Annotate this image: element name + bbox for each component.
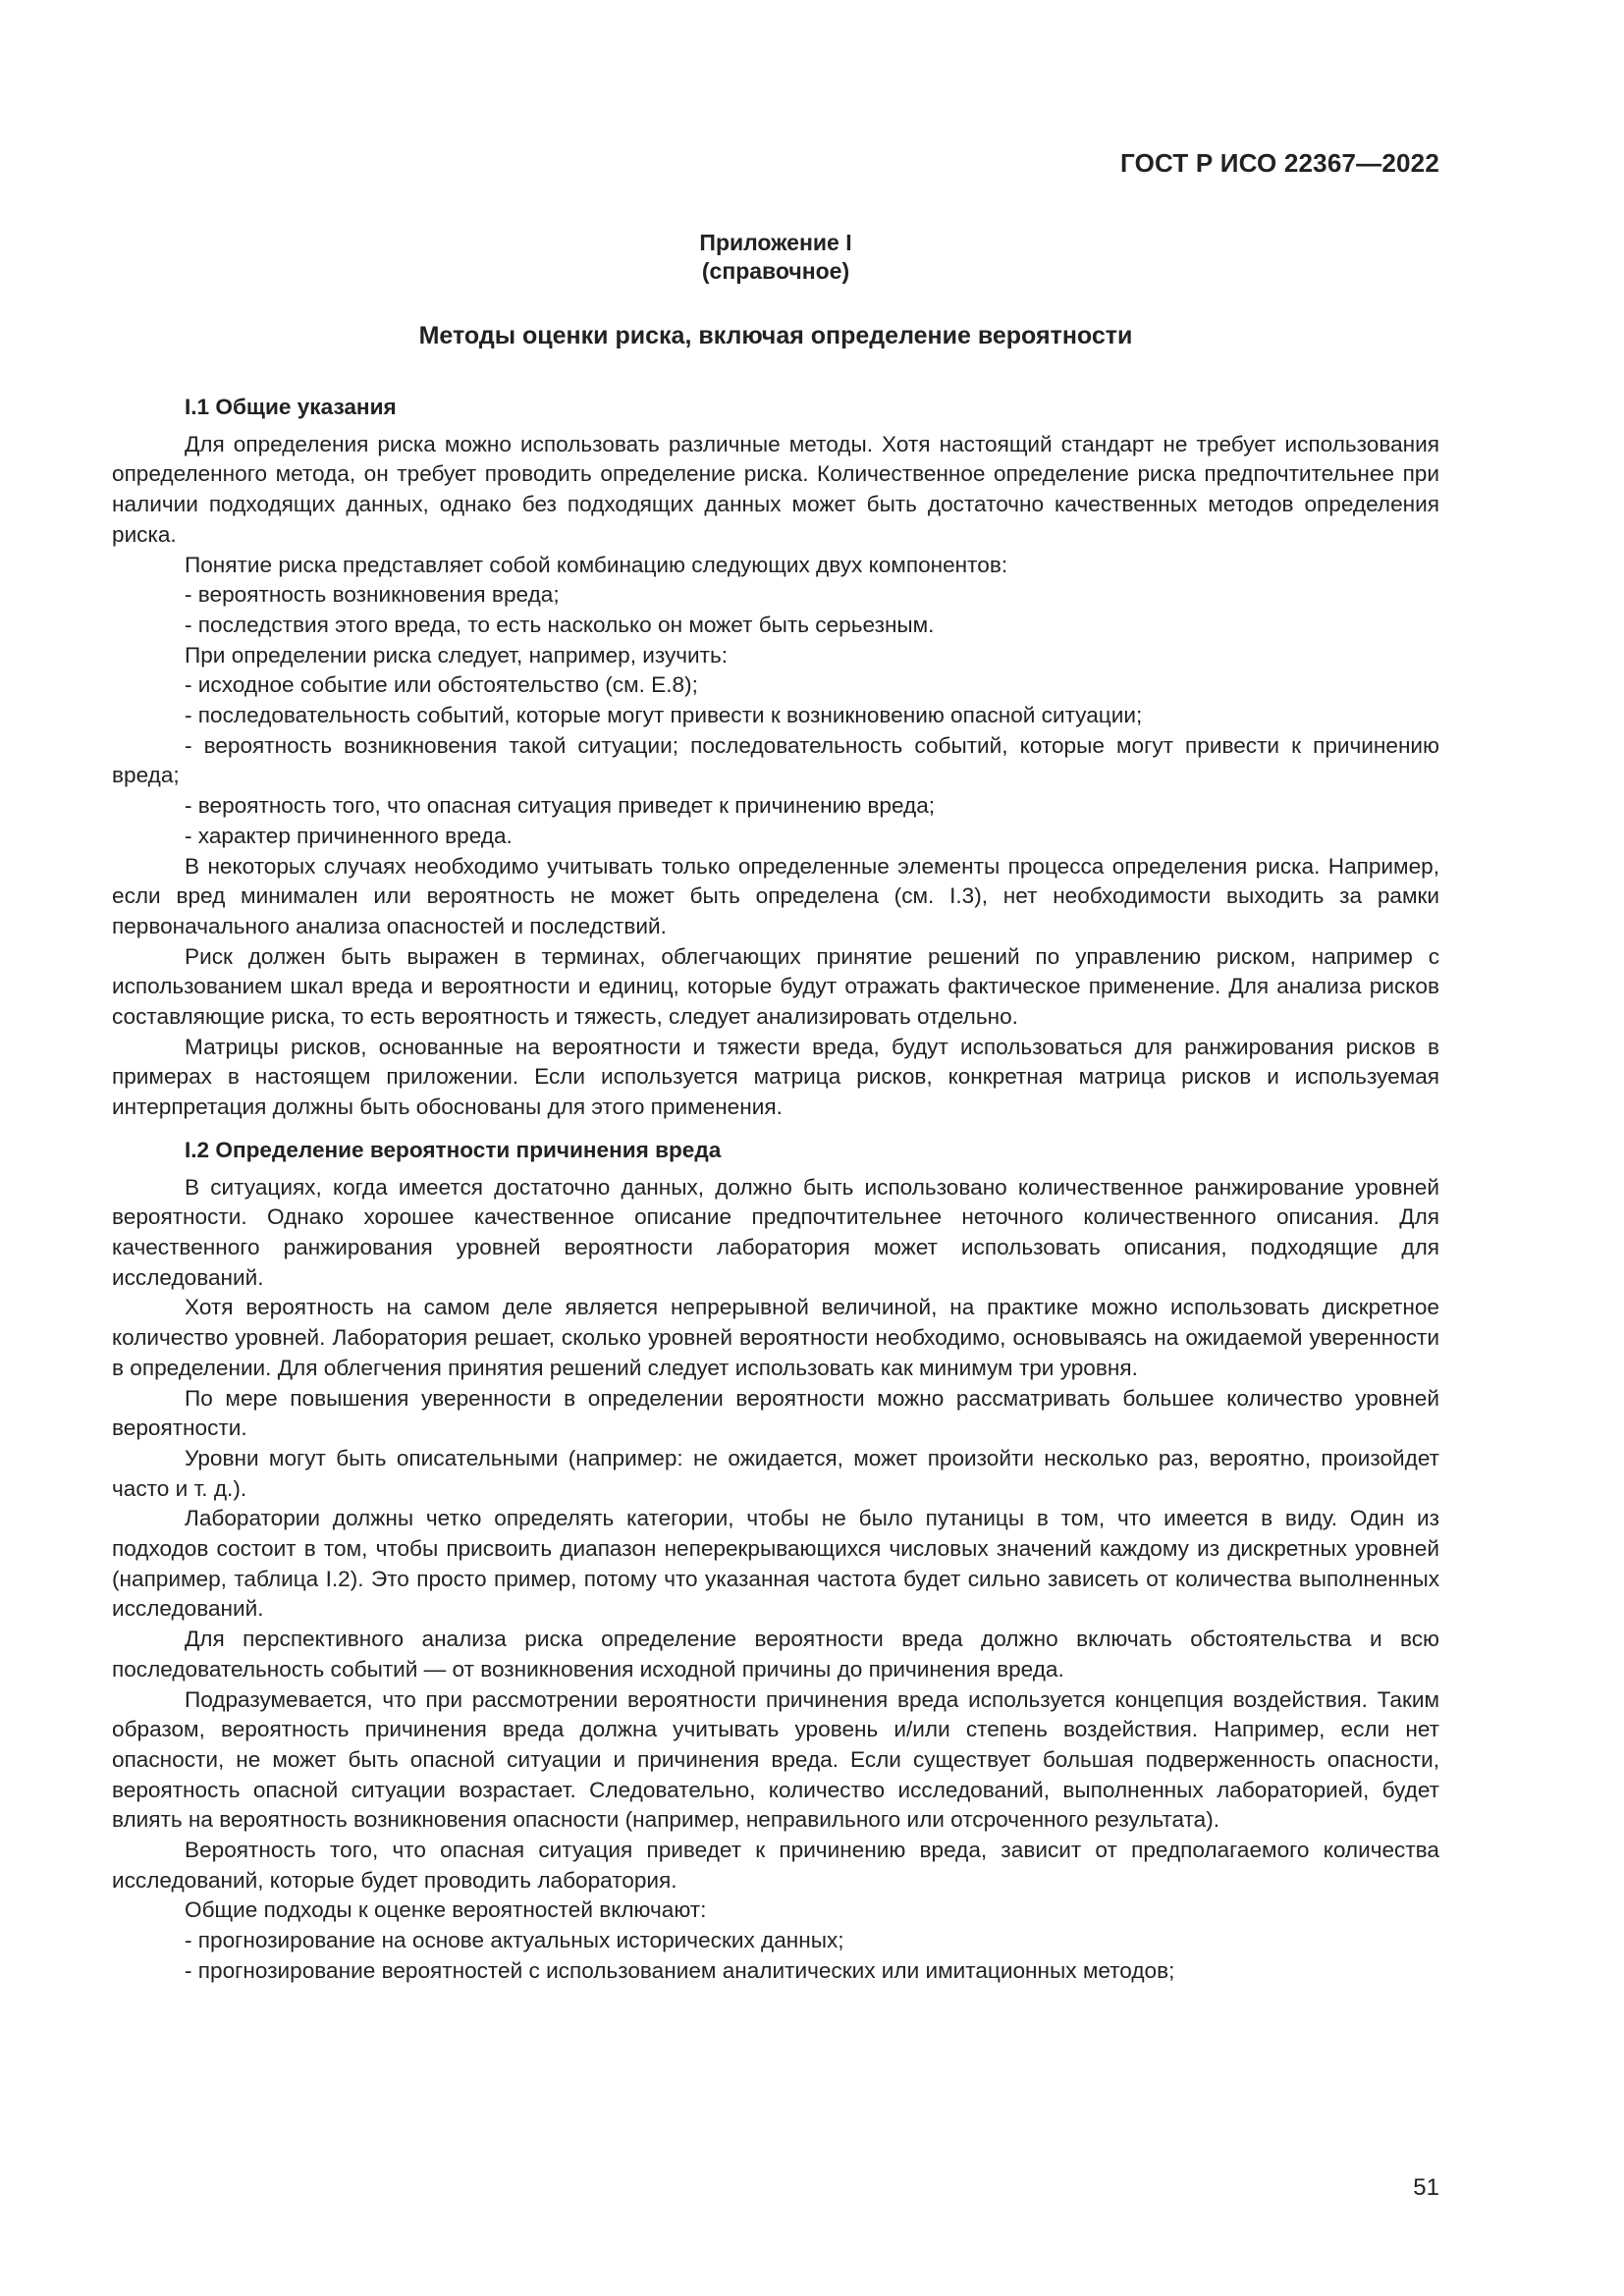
section-heading: I.1 Общие указания [185,395,397,419]
section-heading: I.2 Определение вероятности причинения вреда [185,1137,722,1162]
paragraph: При определении риска следует, например, изучить: [185,642,729,667]
list-item: - последовательность событий, которые могут привести к возникновению опасной ситуации; [185,703,1143,728]
paragraph: Матрицы рисков, основанные на вероятности и тяжести вреда, будут использоваться для ранжирования рисков в примерах в настоящем приложении. Если используется матрица рисков, конкретная матрица рисков и используемая интерпретация должны быть обоснованы для этого применения. [112,1034,1439,1120]
paragraph: Общие подходы к оценке вероятностей включают: [185,1897,707,1923]
list-item: - вероятность возникновения вреда; [185,582,560,608]
annex-label: Приложение I [699,230,852,255]
paragraph: В некоторых случаях необходимо учитывать только определенные элементы процесса определения риска. Например, если вред минимален или вероятность не может быть определена (см. I.3), нет необходимости выходить за рамки первоначального анализа опасностей и последствий. [112,853,1439,938]
annex-header [112,229,1439,286]
paragraph: По мере повышения уверенности в определении вероятности можно рассматривать большее количество уровней вероятности. [112,1385,1439,1441]
list-item: - характер причиненного вреда. [185,823,513,848]
list-item: - исходное событие или обстоятельство (см. Е.8); [185,672,698,698]
document-code: ГОСТ Р ИСО 22367—2022 [1119,148,1439,178]
annex-type: (справочное) [701,258,850,284]
paragraph: В ситуациях, когда имеется достаточно данных, должно быть использовано количественное ранжирование уровней вероятности. Однако хорошее качественное описание предпочтительнее неточного количественного описания. Для качественного ранжирования уровней вероятности лаборатория может использовать описания, подходящие для исследований. [112,1174,1439,1290]
document-body [112,393,1439,1987]
list-item: - последствия этого вреда, то есть насколько он может быть серьезным. [185,612,935,637]
page-number: 51 [1413,2174,1439,2201]
list-item: - прогнозирование вероятностей с использованием аналитических или имитационных методов; [185,1957,1175,1983]
paragraph: Хотя вероятность на самом деле является непрерывной величиной, на практике можно использовать дискретное количество уровней. Лаборатория решает, сколько уровней вероятности необходимо, основываясь на ожидаемой уверенности в определении. Для облегчения принятия решений следует использовать как минимум три уровня. [112,1295,1439,1380]
list-item: - вероятность возникновения такой ситуации; последовательность событий, которые могут привести к причинению вреда; [112,732,1439,788]
list-item: - прогнозирование на основе актуальных исторических данных; [185,1928,844,1953]
paragraph: Подразумевается, что при рассмотрении вероятности причинения вреда используется концепция воздействия. Таким образом, вероятность причинения вреда должна учитывать уровень и/или степень воздействия. Например, если нет опасности, не может быть опасной ситуации и причинения вреда. Если существует большая подверженность опасности, вероятность опасной ситуации возрастает. Следовательно, количество исследований, выполненных лабораторией, будет влиять на вероятность возникновения опасности (например, неправильного или отсроченного результата). [112,1686,1439,1833]
paragraph: Уровни могут быть описательными (например: не ожидается, может произойти несколько раз, вероятно, произойдет часто и т. д.). [112,1445,1439,1501]
paragraph: Риск должен быть выражен в терминах, облегчающих принятие решений по управлению риском, например с использованием шкал вреда и вероятности и единиц, которые будут отражать фактическое применение. Для анализа рисков составляющие риска, то есть вероятность и тяжесть, следует анализировать отдельно. [112,943,1439,1030]
paragraph: Понятие риска представляет собой комбинацию следующих двух компонентов: [185,552,1008,577]
list-item: - вероятность того, что опасная ситуация приведет к причинению вреда; [185,793,936,819]
paragraph: Для определения риска можно использовать различные методы. Хотя настоящий стандарт не требует использования определенного метода, он требует проводить определение риска. Количественное определение риска предпочтительнее при наличии подходящих данных, однако без подходящих данных может быть достаточно качественных методов определения риска. [112,431,1439,547]
paragraph: Для перспективного анализа риска определение вероятности вреда должно включать обстоятельства и всю последовательность событий — от возникновения исходной причины до причинения вреда. [112,1627,1439,1682]
annex-title: Методы оценки риска, включая определение вероятности [418,322,1133,349]
paragraph: Лаборатории должны четко определять категории, чтобы не было путаницы в том, что имеется в виду. Один из подходов состоит в том, чтобы присвоить диапазон неперекрывающихся числовых значений каждому из дискретных уровней (например, таблица I.2). Это просто пример, потому что указанная частота будет сильно зависеть от количества выполненных исследований. [112,1506,1439,1622]
paragraph: Вероятность того, что опасная ситуация приведет к причинению вреда, зависит от предполагаемого количества исследований, которые будет проводить лаборатория. [112,1838,1439,1893]
document-page [112,0,1439,2296]
